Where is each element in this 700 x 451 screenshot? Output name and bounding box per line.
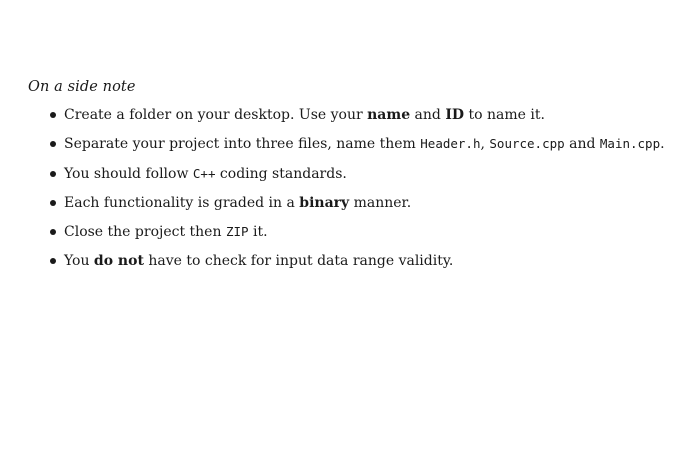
item-text-bold: do not <box>93 253 144 270</box>
list-item <box>0 251 700 280</box>
bullet-list <box>0 105 700 281</box>
item-text-code: Source.cpp <box>489 136 565 152</box>
item-text-plain: have to check for input data range validity. <box>143 253 454 270</box>
item-text-plain: and <box>564 136 600 153</box>
bullet-icon <box>50 200 56 206</box>
item-text-plain: manner. <box>349 194 412 211</box>
bullet-icon <box>50 258 56 264</box>
list-item <box>0 222 700 251</box>
list-item <box>0 105 700 134</box>
item-text-code: ZIP <box>225 224 249 240</box>
item-text-plain: it. <box>248 224 268 241</box>
item-text-plain: coding standards. <box>215 165 347 182</box>
bullet-icon <box>50 112 56 118</box>
item-text-bold: name <box>367 107 411 123</box>
list-item <box>0 193 700 222</box>
bullet-icon <box>50 141 56 147</box>
item-text-plain: and <box>410 107 446 123</box>
item-text-plain: Separate your project into three files, name them <box>64 136 421 153</box>
item-text-plain: . <box>660 136 665 153</box>
item-text-plain: Close the project then <box>64 224 226 241</box>
item-text-plain: , <box>480 136 490 153</box>
item-text-bold: binary <box>299 194 350 211</box>
list-item <box>0 134 700 163</box>
list-item <box>0 164 700 193</box>
item-text-plain: Each functionality is graded in a <box>64 194 300 211</box>
bullet-icon <box>50 171 56 177</box>
item-text-plain: You <box>64 253 94 270</box>
item-text-code: C++ <box>192 165 216 181</box>
bullet-icon <box>50 229 56 235</box>
item-text-code: Header.h <box>420 136 481 152</box>
item-text-bold: ID <box>445 107 465 123</box>
section-heading: On a side note <box>28 79 136 95</box>
item-text-plain: to name it. <box>464 107 545 123</box>
item-text-code: Main.cpp <box>599 136 661 152</box>
item-text-plain: You should follow <box>64 165 193 182</box>
item-text-plain: Create a folder on your desktop. Use your <box>64 107 368 123</box>
